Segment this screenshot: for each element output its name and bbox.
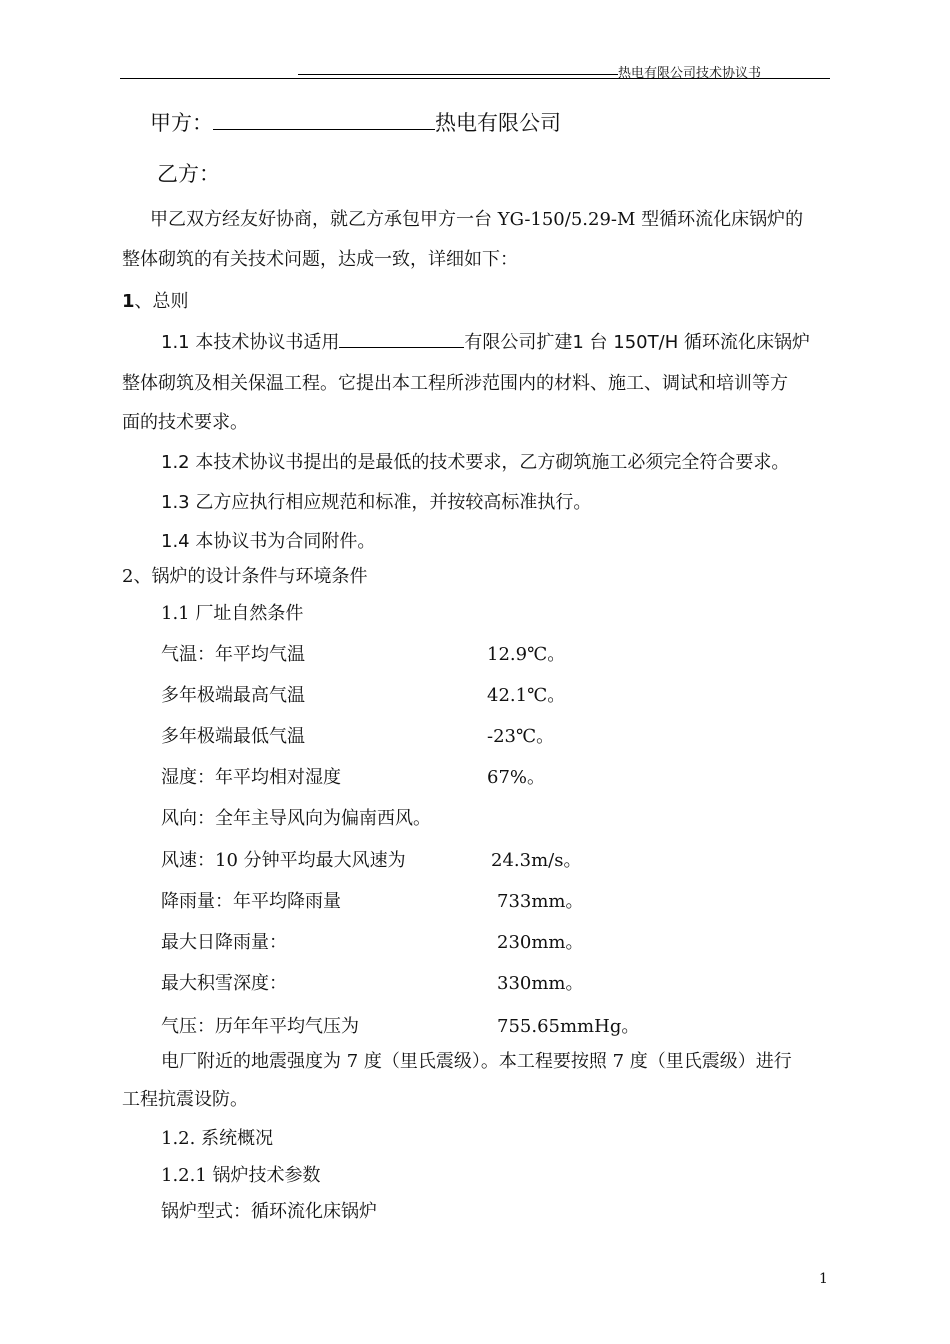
condition-label: 风速：10 分钟平均最大风速为 [161,850,406,871]
section-1-heading [122,287,189,313]
clause-1-1-text-b: 有限公司扩建 [464,332,573,353]
clause-1-4-text: 本协议书为合同附件。 [189,531,376,552]
condition-value: 733mm。 [497,891,584,912]
condition-label: 最大积雪深度： [161,973,287,994]
party-b-label: 乙方： [157,162,220,186]
intro-line-1: 甲乙双方经友好协商，就乙方承包甲方一台 YG-150/5.29-M 型循环流化床锅炉的 [150,209,804,230]
clause-1-1-line-3: 面的技术要求。 [122,412,248,433]
clause-1-1-number: 1.1 [161,332,190,353]
clause-1-1-blank [339,329,464,348]
clause-1-2 [161,448,789,474]
condition-label: 最大日降雨量： [161,932,287,953]
condition-label: 多年极端最高气温 [161,685,305,706]
clause-1-1-text-d: 台 [583,332,614,353]
condition-label: 风向：全年主导风向为偏南西风。 [161,808,431,829]
header-underline [298,74,618,75]
condition-value: 12.9℃。 [487,644,566,665]
clause-1-1 [161,328,810,354]
condition-label: 湿度：年平均相对湿度 [161,767,341,788]
seismic-line-1: 电厂附近的地震强度为 7 度（里氏震级）。本工程要按照 7 度（里氏震级）进行 [161,1051,792,1072]
party-a-label: 甲方： [150,111,213,135]
section-2-heading: 2、锅炉的设计条件与环境条件 [122,566,368,587]
clause-1-2-text: 本技术协议书提出的是最低的技术要求，乙方砌筑施工必须完全符合要求。 [189,452,790,473]
seismic-line-2: 工程抗震设防。 [122,1089,248,1110]
subsection-boiler-parameters: 1.2.1 锅炉技术参数 [161,1165,321,1186]
condition-value: 755.65mmHg。 [497,1016,640,1037]
clause-1-3-text: 乙方应执行相应规范和标准，并按较高标准执行。 [189,492,592,513]
condition-label: 降雨量：年平均降雨量 [161,891,341,912]
clause-1-1-line-2: 整体砌筑及相关保温工程。它提出本工程所涉范围内的材料、施工、调试和培训等方 [122,373,788,394]
clause-1-4-number: 1.4 [161,531,190,552]
condition-value: 230mm。 [497,932,584,953]
party-a-line [150,107,561,137]
party-b-line [157,158,220,188]
condition-value: 330mm。 [497,973,584,994]
boiler-type: 锅炉型式：循环流化床锅炉 [161,1201,377,1222]
page-header [120,61,830,79]
clause-1-1-text-a: 本技术协议书适用 [189,332,340,353]
clause-1-1-capacity: 150T/H [613,332,679,353]
clause-1-4 [161,527,375,553]
condition-value: -23℃。 [487,726,555,747]
clause-1-2-number: 1.2 [161,452,190,473]
condition-label: 气温：年平均气温 [161,644,305,665]
subsection-system-overview: 1.2. 系统概况 [161,1128,274,1149]
clause-1-3-number: 1.3 [161,492,190,513]
party-a-company: 热电有限公司 [435,111,561,135]
header-title: 热电有限公司技术协议书 [618,66,762,81]
condition-label: 多年极端最低气温 [161,726,305,747]
condition-value: 42.1℃。 [487,685,566,706]
condition-label: 气压：历年年平均气压为 [161,1016,359,1037]
condition-value: 24.3m/s。 [491,850,582,871]
clause-1-1-count: 1 [572,332,584,353]
clause-1-1-text-f: 循环流化床锅炉 [678,332,810,353]
subsection-site-conditions: 1.1 厂址自然条件 [161,603,304,624]
condition-value: 67%。 [487,767,546,788]
clause-1-3 [161,488,591,514]
intro-line-2: 整体砌筑的有关技术问题，达成一致，详细如下： [122,249,518,270]
page-number: 1 [819,1271,828,1287]
party-a-blank [213,107,435,130]
section-1-number: 1 [122,291,135,312]
section-1-title: 、总则 [134,291,189,312]
